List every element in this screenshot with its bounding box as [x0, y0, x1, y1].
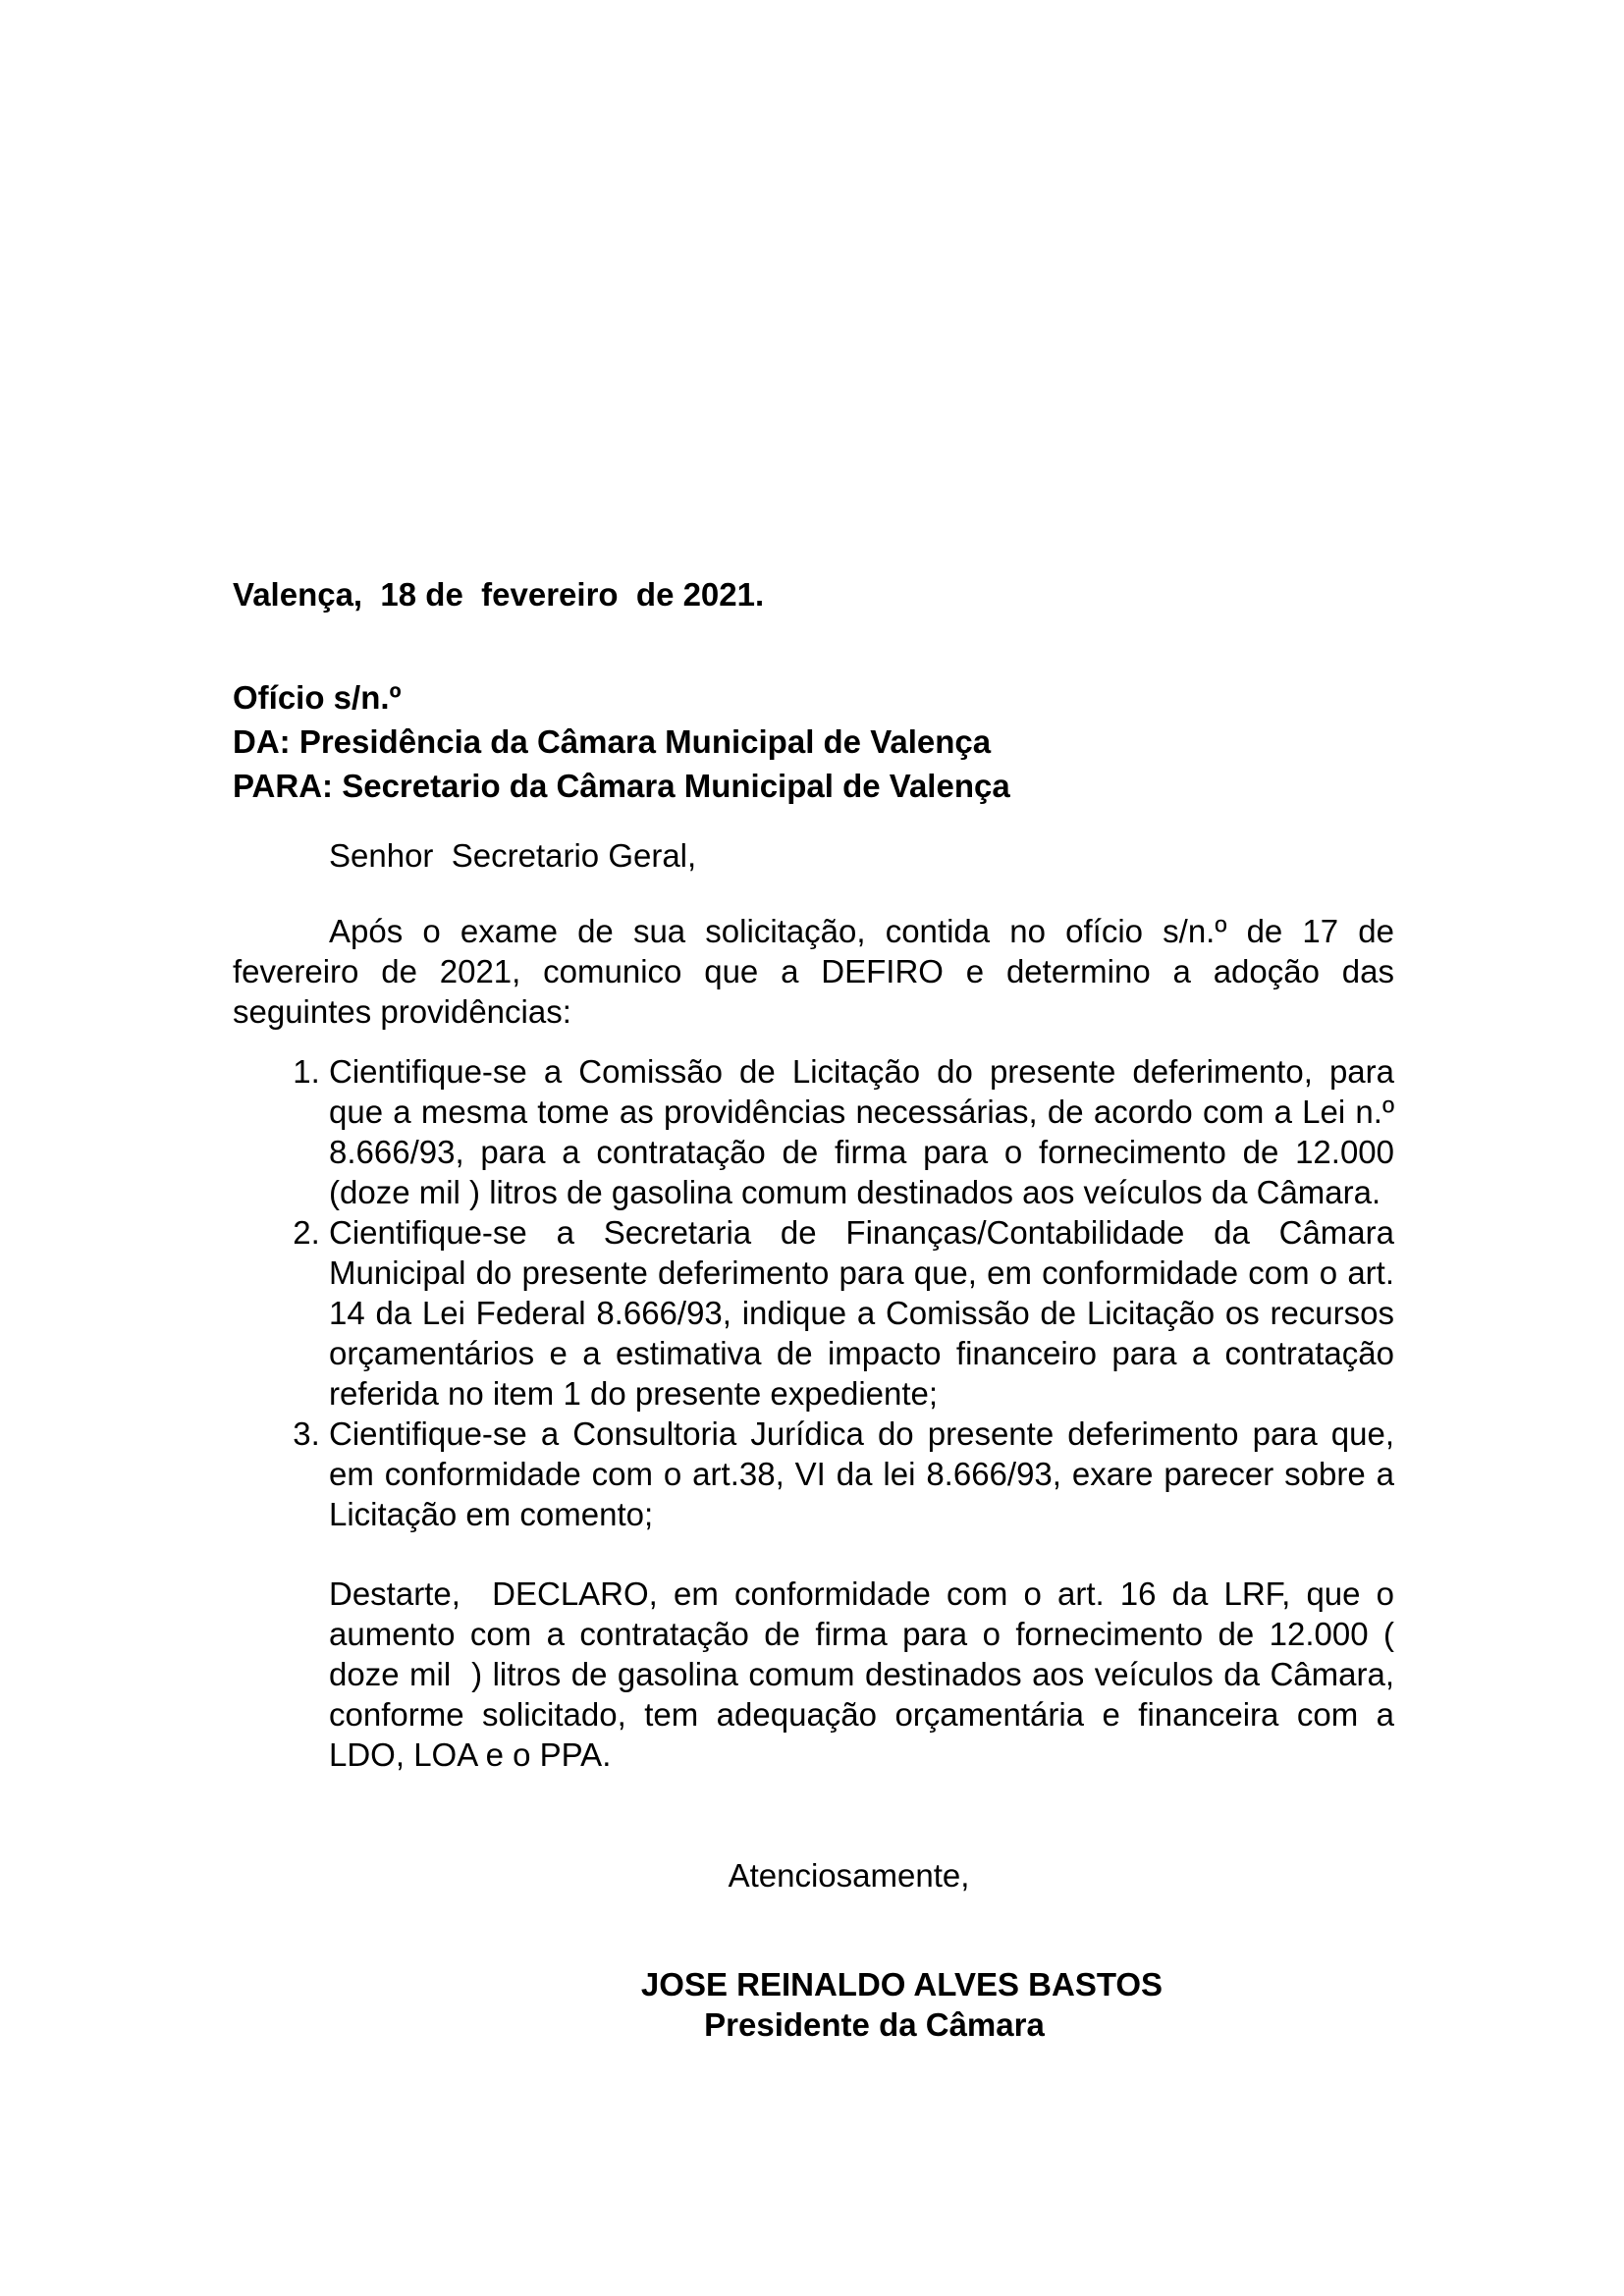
- intro-paragraph: Após o exame de sua solicitação, contida no ofício s/n.º de 17 de fevereiro de 2021, comunico que a DEFIRO e determino a adoção das seguintes providências:: [233, 913, 1404, 1030]
- valediction: Atenciosamente,: [728, 1857, 970, 1894]
- directive-item-1: 1. Cientifique-se a Comissão de Licitação do presente deferimento, para que a mesma tome as providências necessárias, de acordo com a Lei n.º 8.666/93, para a contratação de firma para o fornecimento de 12.000 (doze mil ) litros de gasolina comum destinados aos veículos da Câmara.: [329, 1051, 1394, 1212]
- directives-list: [233, 1051, 1394, 1534]
- closing-paragraph: Destarte, DECLARO, em conformidade com o art. 16 da LRF, que o aumento com a contratação de firma para o fornecimento de 12.000 ( doze mil ) litros de gasolina comum destinados aos veículos da Câmara, conforme solicitado, tem adequação orçamentária e financeira com a LDO, LOA e o PPA.: [329, 1575, 1404, 1773]
- signature-block: [233, 1964, 1394, 2045]
- signature-name: JOSE REINALDO ALVES BASTOS: [640, 1966, 1164, 2002]
- date-line: Valença, 18 de fevereiro de 2021.: [233, 576, 765, 613]
- from-line: DA: Presidência da Câmara Municipal de Valença: [233, 723, 992, 760]
- header-block: [233, 675, 1394, 808]
- salutation: Senhor Secretario Geral,: [329, 837, 697, 874]
- oficio-reference: Ofício s/n.º: [233, 679, 402, 716]
- signature-title: Presidente da Câmara: [704, 2006, 1045, 2043]
- directive-item-2: 2. Cientifique-se a Secretaria de Finanças/Contabilidade da Câmara Municipal do presente deferimento para que, em conformidade com o art. 14 da Lei Federal 8.666/93, indique a Comissão de Licitação os recursos orçamentários e a estimativa de impacto financeiro para a contratação referida no item 1 do presente expediente;: [329, 1212, 1394, 1414]
- directive-item-3: 3. Cientifique-se a Consultoria Jurídica do presente deferimento para que, em conformidade com o art.38, VI da lei 8.666/93, exare parecer sobre a Licitação em comento;: [329, 1414, 1394, 1534]
- to-line: PARA: Secretario da Câmara Municipal de Valença: [233, 768, 1010, 804]
